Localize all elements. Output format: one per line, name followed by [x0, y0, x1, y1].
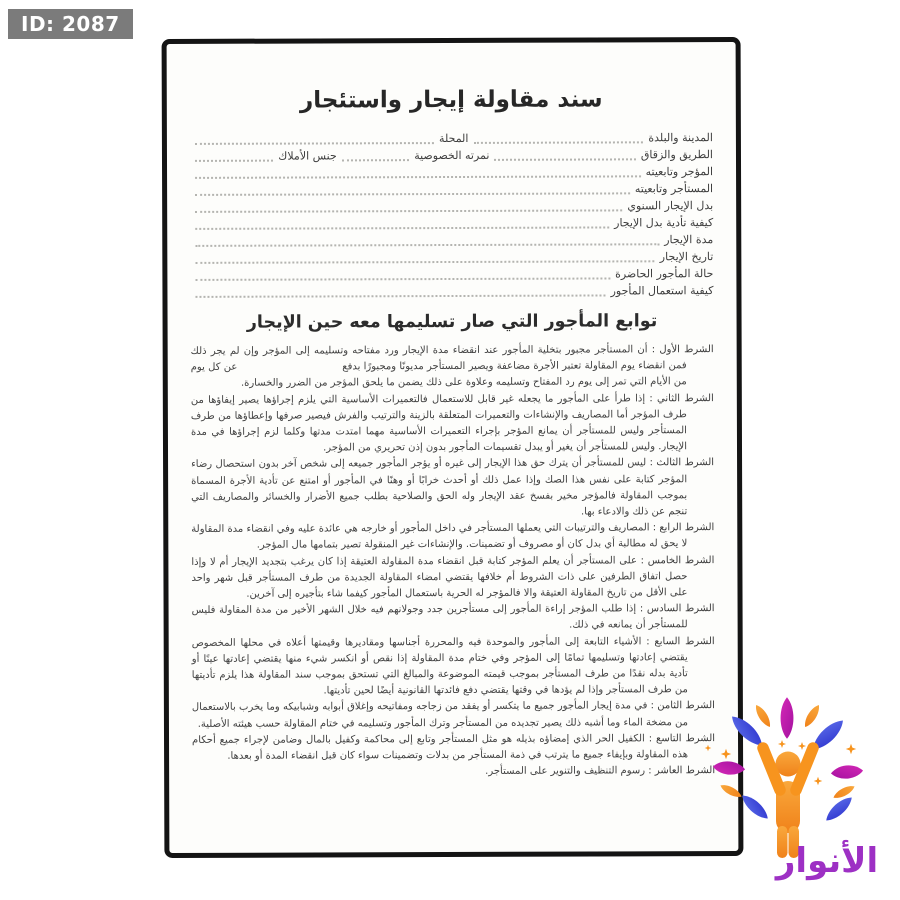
- id-badge: ID: 2087: [8, 9, 133, 39]
- document-title: سند مقاولة إيجار واستئجار: [299, 86, 603, 114]
- dotted-fill-line: [195, 180, 630, 196]
- term-paragraph: الشرط السابع : الأشياء التابعة إلى المأجور والموحدة فيه والمحررة أجناسها ومقاديرها وقيمتها أعلاه في محلها المخصوص يقتضي إعادتها وتسليمها تمامًا إلى المؤجر وفي ختام مدة المقاولة إذا نقص أو انكسر شيء منها يقتضي إعادتها عينًا أو تأدية بدله نقدًا من طرف المستأجر بموجب قيمته الموضوعة والمبالغ التي تستحق بموجب سند المقاولة هذا يلزم تأديتها من طرف المستأجر وإذا لم يؤدها في وقتها يقتضي دفع فائدتها القانونية أيضًا لحين تأديتها.: [191, 635, 715, 697]
- term-label: الشرط الثامن :: [647, 700, 715, 712]
- field-label: بدل الإيجار السنوي: [627, 199, 714, 213]
- field-row: [190, 196, 713, 215]
- dotted-fill-line: [494, 146, 635, 160]
- term-paragraph: الشرط التاسع : الكفيل الحر الذي إمضاؤه بذيله هو مثل المستأجر وتابع إلى محاكمة وكفيل بالمال وضامن لإجراء جميع أحكام هذه المقاولة وبإيفاء جميع ما يترتب في ذمة المستأجر من بدلات وتضمينات سواء كان قبل انقضاء المدة أو بعدها.: [192, 732, 716, 762]
- dotted-fill-line: [195, 148, 273, 162]
- dotted-fill-line: [195, 231, 659, 247]
- field-row: [190, 247, 713, 266]
- brand-name: الأنوار: [775, 841, 879, 881]
- field-row: [190, 162, 713, 181]
- field-label: كيفية تأدية بدل الإيجار: [614, 216, 714, 230]
- term-label: الشرط السابع :: [641, 635, 715, 647]
- term-paragraph: الشرط الثالث : ليس للمستأجر أن يترك حق هذا الإيجار إلى غيره أو يؤجر المأجور جميعه إلى شخص آخر بدون استحصال رضاء المؤجر كتابة على نفس هذا الصك وإذا عمل ذلك أو أحدث خرابًا أو وهنًا في المأجور أو امتنع عن تأدية الأجرة المسماة بموجب المقاولة فالمؤجر مخير بفسخ عقد الإيجار وله الحق والصلاحية بطلب جميع الأضرار والخسائر والمصاريف التي تنجم عن ذلك والادعاء بها.: [191, 457, 715, 518]
- dotted-fill-line: [195, 282, 605, 297]
- field-label: المؤجر وتابعيته: [645, 165, 714, 179]
- field-label: المستأجر وتابعيته: [634, 182, 714, 196]
- term-paragraph: الشرط العاشر : رسوم التنظيف والتنوير على المستأجر.: [485, 765, 716, 778]
- term-paragraph: الشرط الخامس : على المستأجر أن يعلم المؤجر كتابة قبل انقضاء مدة المقاولة العتيقة إذا كان يرغب بتجديد الإيجار أم لا وإذا حصل اتفاق الطرفين على ذات الشروط أم خلافها يقتضي امضاء المقاولة الجديدة من طرف المستأجر قبل شهر واحد على الأقل من تاريخ المقاولة العتيقة والا فالمؤجر له الحرية باستعمال المأجور كيفما شاء بتأجيره إلى آخرين.: [191, 554, 715, 600]
- field-row: [190, 264, 713, 283]
- term-label: الشرط السادس :: [636, 603, 715, 615]
- term-label: الشرط الرابع :: [649, 522, 715, 534]
- field-label: المدينة والبلدة: [648, 131, 713, 145]
- term-label: الشرط الأول :: [647, 344, 714, 356]
- term-label: الشرط التاسع :: [644, 732, 716, 745]
- term-paragraph: الشرط السادس : إذا طلب المؤجر إراءة المأجور إلى مستأجرين جدد وجولانهم فيه خلال الشهر الأخير من مدة المقاولة فليس للمستأجر أن يمانعه في ذلك.: [191, 603, 715, 632]
- dotted-fill-line: [473, 129, 643, 144]
- dotted-fill-line: [195, 248, 654, 264]
- dotted-fill-line: [195, 214, 609, 229]
- field-row: [190, 281, 713, 300]
- person-with-leaves-logo-icon: [700, 690, 876, 860]
- field-label: المحلة: [439, 131, 469, 146]
- field-label: حالة المأجور الحاضرة: [615, 267, 714, 281]
- dotted-fill-line: [195, 197, 622, 212]
- terms-list: [191, 342, 716, 781]
- term-label: الشرط الخامس :: [636, 554, 715, 566]
- field-row: [190, 179, 713, 198]
- dotted-fill-line: [195, 265, 610, 280]
- field-label: كيفية استعمال المأجور: [610, 284, 714, 298]
- term-label: الشرط الثاني :: [645, 392, 714, 404]
- form-fields: [190, 128, 714, 300]
- field-label: جنس الأملاك: [278, 149, 337, 163]
- field-row: [190, 213, 713, 232]
- field-label: مدة الإيجار: [664, 233, 714, 247]
- field-label: تاريخ الإيجار: [659, 250, 714, 264]
- section-title: توابع المأجور التي صار تسليمها معه حين الإيجار: [246, 311, 658, 333]
- dotted-fill-line: [195, 130, 434, 145]
- term-paragraph: الشرط الثاني : إذا طرأ على المأجور ما يجعله غير قابل للاستعمال فالتعميرات الأساسية التي يلزم إجراؤها يصير إيفاؤها من طرف المؤجر أما المصاريف والإنشاءات والتعميرات المتعلقة بالزينة والترتيب والفرش فيصير صرفها وإعطاؤها من طرف المستأجر وليس للمستأجر أن يمانع المؤجر بإجراء التعميرات الأساسية مهما امتدت مدتها وكلما لزم إجراؤها في مدة الإيجار. وليس للمستأجر أن يغير أو يبدل تقسيمات المأجور بدون إذن تحريري من المؤجر.: [190, 392, 714, 454]
- document-page: [162, 37, 744, 858]
- field-label: الطريق والزقاق: [640, 148, 714, 162]
- term-label: الشرط الثالث :: [646, 457, 715, 469]
- dotted-fill-line: [195, 163, 641, 179]
- field-row: [190, 145, 713, 164]
- field-row: [190, 128, 713, 147]
- term-paragraph: الشرط الأول : أن المستأجر مجبور بتخلية المأجور عند انقضاء مدة الإيجار ورد مفتاحه وتسليمه إلى المؤجر وإن لم يجر ذلك فمن انقضاء يوم المقاولة تعتبر الأجرة مضاعفة ويصير المستأجر مديونًا ومجبورًا بدفع عن كل يوم من الأيام التي تمر إلى يوم رد المفتاح وتسليمه وعلاوة على ذلك يضمن ما يلحق المؤجر من الضرر والخسارة.: [190, 344, 714, 390]
- field-row: [190, 230, 713, 249]
- field-label: نمرته الخصوصية: [414, 148, 490, 163]
- term-label: الشرط العاشر :: [645, 765, 716, 777]
- term-paragraph: الشرط الثامن : في مدة إيجار المأجور جميع ما يتكسر أو يفقد من زجاجه ومفاتيحه وإغلاق أبوابه وشبابيكه وما يخرب بالاستعمال من مضخة الماء وما أشبه ذلك يصير تجديده من المستأجر وترك المأجور وتسليمه في ختام المقاولة حسب هيئته الأصلية.: [191, 700, 715, 730]
- dotted-fill-line: [342, 147, 409, 161]
- term-paragraph: الشرط الرابع : المصاريف والترتيبات التي يعملها المستأجر في داخل المأجور أو خارجه هي عائدة عليه وفي انقضاء مدة المقاولة لا يحق له مطالبة أي بدل كان أو مصروف أو تضمينات. والإنشاءات غير المنقولة تصير بتمامها مال المؤجر.: [191, 522, 715, 552]
